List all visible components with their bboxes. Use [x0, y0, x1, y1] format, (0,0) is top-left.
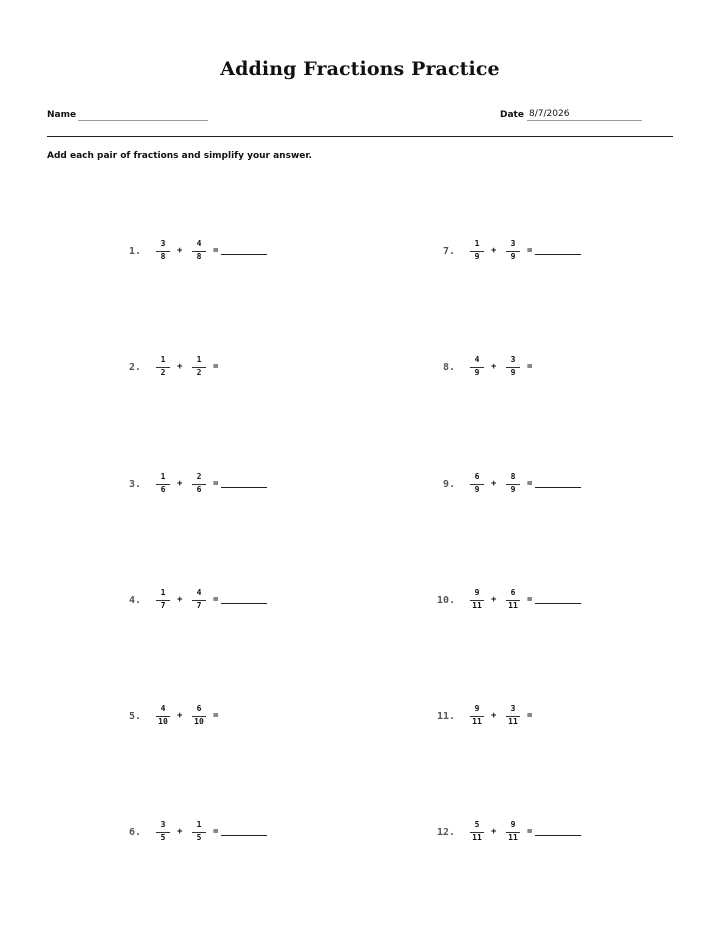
denominator: 8 [196, 252, 202, 261]
answer-blank[interactable] [221, 487, 267, 488]
numerator: 4 [160, 704, 166, 713]
problem-number: 10. [436, 595, 455, 606]
equals-sign: = [527, 479, 533, 489]
denominator: 7 [196, 601, 202, 610]
plus-sign: + [177, 711, 183, 721]
numerator: 3 [160, 820, 166, 829]
denominator: 11 [508, 717, 518, 726]
date-label: Date [500, 110, 524, 120]
denominator: 9 [474, 485, 480, 494]
first-fraction [155, 819, 171, 844]
name-field[interactable] [78, 120, 208, 121]
header-divider [47, 136, 673, 137]
first-fraction [469, 238, 485, 263]
numerator: 1 [196, 820, 202, 829]
answer-blank[interactable] [221, 254, 267, 255]
plus-sign: + [491, 595, 497, 605]
equals-sign: = [527, 246, 533, 256]
denominator: 8 [160, 252, 166, 261]
second-fraction [191, 238, 207, 263]
equals-sign: = [527, 595, 533, 605]
equals-sign: = [213, 479, 219, 489]
numerator: 1 [160, 355, 166, 364]
denominator: 5 [196, 833, 202, 842]
numerator: 9 [474, 588, 480, 597]
problem-number: 5. [128, 711, 141, 722]
answer-blank[interactable] [535, 254, 581, 255]
denominator: 9 [474, 252, 480, 261]
problem-number: 9. [442, 479, 455, 490]
date-field[interactable] [527, 120, 642, 121]
problem-number: 2. [128, 362, 141, 373]
numerator: 4 [196, 588, 202, 597]
denominator: 9 [510, 368, 516, 377]
denominator: 9 [510, 252, 516, 261]
second-fraction [191, 703, 207, 728]
equals-sign: = [213, 595, 219, 605]
second-fraction [191, 471, 207, 496]
numerator: 3 [510, 355, 516, 364]
denominator: 11 [508, 833, 518, 842]
plus-sign: + [491, 827, 497, 837]
first-fraction [469, 587, 485, 612]
numerator: 9 [474, 704, 480, 713]
instructions: Add each pair of fractions and simplify your answer. [47, 151, 312, 161]
denominator: 2 [196, 368, 202, 377]
first-fraction [469, 703, 485, 728]
denominator: 2 [160, 368, 166, 377]
second-fraction [505, 587, 521, 612]
second-fraction [505, 471, 521, 496]
first-fraction [155, 587, 171, 612]
first-fraction [155, 354, 171, 379]
numerator: 3 [510, 704, 516, 713]
denominator: 7 [160, 601, 166, 610]
denominator: 9 [474, 368, 480, 377]
denominator: 6 [160, 485, 166, 494]
first-fraction [469, 354, 485, 379]
second-fraction [191, 587, 207, 612]
first-fraction [155, 238, 171, 263]
second-fraction [191, 819, 207, 844]
numerator: 1 [160, 588, 166, 597]
plus-sign: + [177, 479, 183, 489]
numerator: 6 [510, 588, 516, 597]
plus-sign: + [491, 711, 497, 721]
numerator: 6 [196, 704, 202, 713]
numerator: 9 [510, 820, 516, 829]
page-title: Adding Fractions Practice [220, 58, 500, 80]
denominator: 10 [194, 717, 204, 726]
denominator: 5 [160, 833, 166, 842]
problem-number: 3. [128, 479, 141, 490]
answer-blank[interactable] [221, 603, 267, 604]
first-fraction [155, 703, 171, 728]
numerator: 1 [474, 239, 480, 248]
equals-sign: = [527, 362, 533, 372]
plus-sign: + [177, 246, 183, 256]
problem-number: 12. [436, 827, 455, 838]
problem-number: 7. [442, 246, 455, 257]
numerator: 1 [160, 472, 166, 481]
problem-number: 11. [436, 711, 455, 722]
numerator: 6 [474, 472, 480, 481]
second-fraction [505, 238, 521, 263]
plus-sign: + [491, 246, 497, 256]
plus-sign: + [177, 827, 183, 837]
numerator: 2 [196, 472, 202, 481]
equals-sign: = [213, 246, 219, 256]
numerator: 3 [510, 239, 516, 248]
plus-sign: + [491, 362, 497, 372]
problem-number: 1. [128, 246, 141, 257]
date-value: 8/7/2026 [529, 109, 570, 119]
plus-sign: + [491, 479, 497, 489]
second-fraction [505, 819, 521, 844]
numerator: 3 [160, 239, 166, 248]
first-fraction [469, 819, 485, 844]
second-fraction [191, 354, 207, 379]
problem-number: 8. [442, 362, 455, 373]
equals-sign: = [527, 711, 533, 721]
problem-number: 4. [128, 595, 141, 606]
equals-sign: = [527, 827, 533, 837]
second-fraction [505, 354, 521, 379]
first-fraction [155, 471, 171, 496]
denominator: 11 [472, 717, 482, 726]
denominator: 10 [158, 717, 168, 726]
answer-blank[interactable] [535, 603, 581, 604]
denominator: 11 [508, 601, 518, 610]
denominator: 6 [196, 485, 202, 494]
numerator: 8 [510, 472, 516, 481]
name-label: Name [47, 110, 77, 120]
denominator: 11 [472, 601, 482, 610]
numerator: 4 [196, 239, 202, 248]
second-fraction [505, 703, 521, 728]
equals-sign: = [213, 362, 219, 372]
plus-sign: + [177, 362, 183, 372]
answer-blank[interactable] [535, 835, 581, 836]
equals-sign: = [213, 827, 219, 837]
numerator: 4 [474, 355, 480, 364]
equals-sign: = [213, 711, 219, 721]
denominator: 11 [472, 833, 482, 842]
first-fraction [469, 471, 485, 496]
denominator: 9 [510, 485, 516, 494]
numerator: 5 [474, 820, 480, 829]
answer-blank[interactable] [535, 487, 581, 488]
plus-sign: + [177, 595, 183, 605]
problem-number: 6. [128, 827, 141, 838]
answer-blank[interactable] [221, 835, 267, 836]
numerator: 1 [196, 355, 202, 364]
